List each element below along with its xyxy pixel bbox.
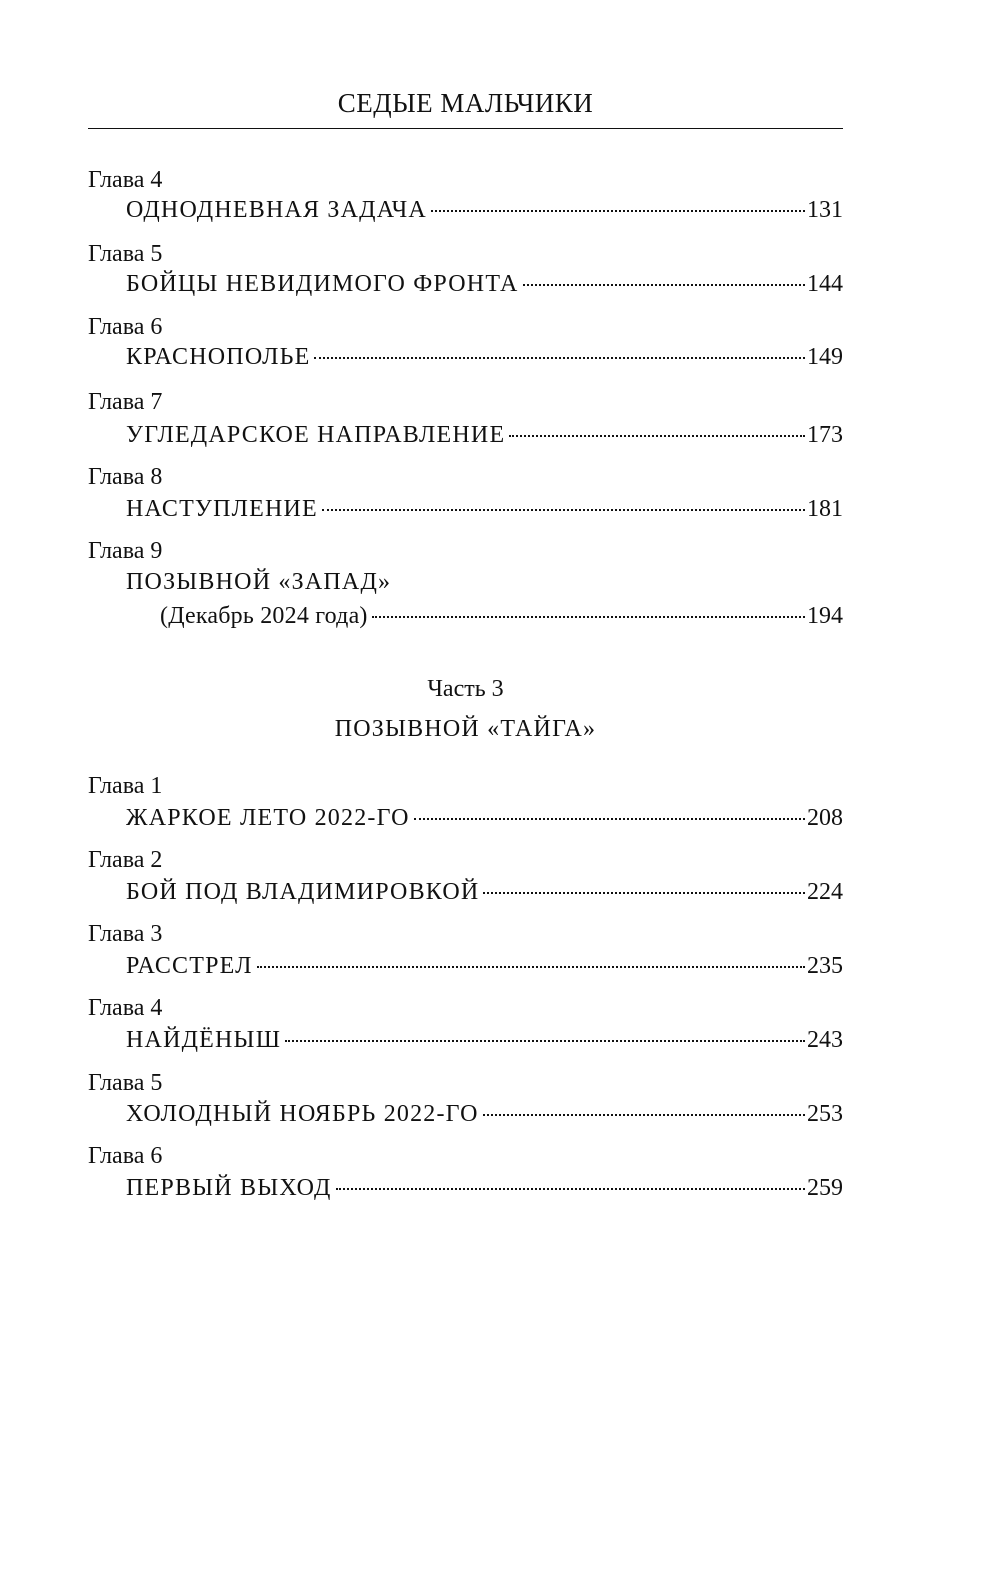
- page-number: 259: [807, 1175, 843, 1201]
- chapter-label: Глава 6: [88, 314, 163, 340]
- chapter-subtitle: (Декабрь 2024 года): [160, 603, 368, 629]
- page-number: 144: [807, 271, 843, 297]
- toc-entry[interactable]: [126, 1024, 843, 1056]
- chapter-title: РАССТРЕЛ: [126, 953, 253, 979]
- chapter-label: Глава 8: [88, 464, 163, 490]
- chapter-title: ХОЛОДНЫЙ НОЯБРЬ 2022-ГО: [126, 1101, 479, 1127]
- part-label: Часть 3: [427, 676, 504, 702]
- chapter-label: Глава 6: [88, 1143, 163, 1169]
- dot-leader: [372, 616, 805, 618]
- chapter-title: НАЙДЁНЫШ: [126, 1027, 282, 1053]
- toc-entry[interactable]: [126, 194, 843, 226]
- toc-entry[interactable]: [126, 341, 843, 373]
- dot-leader: [523, 284, 805, 286]
- dot-leader: [483, 892, 805, 894]
- chapter-title: ЖАРКОЕ ЛЕТО 2022-ГО: [126, 805, 410, 831]
- chapter-label: Глава 2: [88, 847, 163, 873]
- chapter-label: Глава 5: [88, 241, 163, 267]
- chapter-title: КРАСНОПОЛЬЕ: [126, 344, 311, 370]
- toc-entry[interactable]: [126, 268, 843, 300]
- chapter-title: ОДНОДНЕВНАЯ ЗАДАЧА: [126, 197, 427, 223]
- page-number: 224: [807, 879, 843, 905]
- toc-entry[interactable]: [126, 802, 843, 834]
- dot-leader: [322, 509, 805, 511]
- toc-entry[interactable]: [126, 876, 843, 908]
- toc-entry[interactable]: [160, 600, 843, 632]
- page-number: 131: [807, 197, 843, 223]
- toc-entry[interactable]: [126, 1098, 843, 1130]
- dot-leader: [285, 1040, 805, 1042]
- chapter-label: Глава 1: [88, 773, 163, 799]
- toc-entry[interactable]: [126, 950, 843, 982]
- part-title: ПОЗЫВНОЙ «ТАЙГА»: [334, 716, 597, 742]
- page-number: 208: [807, 805, 843, 831]
- chapter-title: ПОЗЫВНОЙ «ЗАПАД»: [126, 569, 392, 595]
- chapter-title: ПЕРВЫЙ ВЫХОД: [126, 1175, 332, 1201]
- page-number: 173: [807, 422, 843, 448]
- toc-entry[interactable]: [126, 419, 843, 451]
- page-number: 149: [807, 344, 843, 370]
- dot-leader: [336, 1188, 805, 1190]
- chapter-title: БОЙ ПОД ВЛАДИМИРОВКОЙ: [126, 879, 480, 905]
- running-head: СЕДЫЕ МАЛЬЧИКИ: [337, 88, 594, 118]
- chapter-title: БОЙЦЫ НЕВИДИМОГО ФРОНТА: [126, 271, 519, 297]
- toc-entry[interactable]: [126, 493, 843, 525]
- chapter-label: Глава 4: [88, 167, 163, 193]
- dot-leader: [431, 210, 805, 212]
- toc-entry[interactable]: [126, 1172, 843, 1204]
- dot-leader: [483, 1114, 805, 1116]
- chapter-title: НАСТУПЛЕНИЕ: [126, 496, 318, 522]
- dot-leader: [414, 818, 805, 820]
- header-rule: [88, 128, 843, 129]
- chapter-label: Глава 3: [88, 921, 163, 947]
- dot-leader: [509, 435, 805, 437]
- page-number: 194: [807, 603, 843, 629]
- dot-leader: [257, 966, 805, 968]
- page-number: 253: [807, 1101, 843, 1127]
- page-number: 235: [807, 953, 843, 979]
- chapter-label: Глава 5: [88, 1070, 163, 1096]
- chapter-title: УГЛЕДАРСКОЕ НАПРАВЛЕНИЕ: [126, 422, 506, 448]
- chapter-label: Глава 9: [88, 538, 163, 564]
- page-number: 181: [807, 496, 843, 522]
- chapter-label: Глава 4: [88, 995, 163, 1021]
- chapter-label: Глава 7: [88, 389, 163, 415]
- dot-leader: [314, 357, 805, 359]
- page-number: 243: [807, 1027, 843, 1053]
